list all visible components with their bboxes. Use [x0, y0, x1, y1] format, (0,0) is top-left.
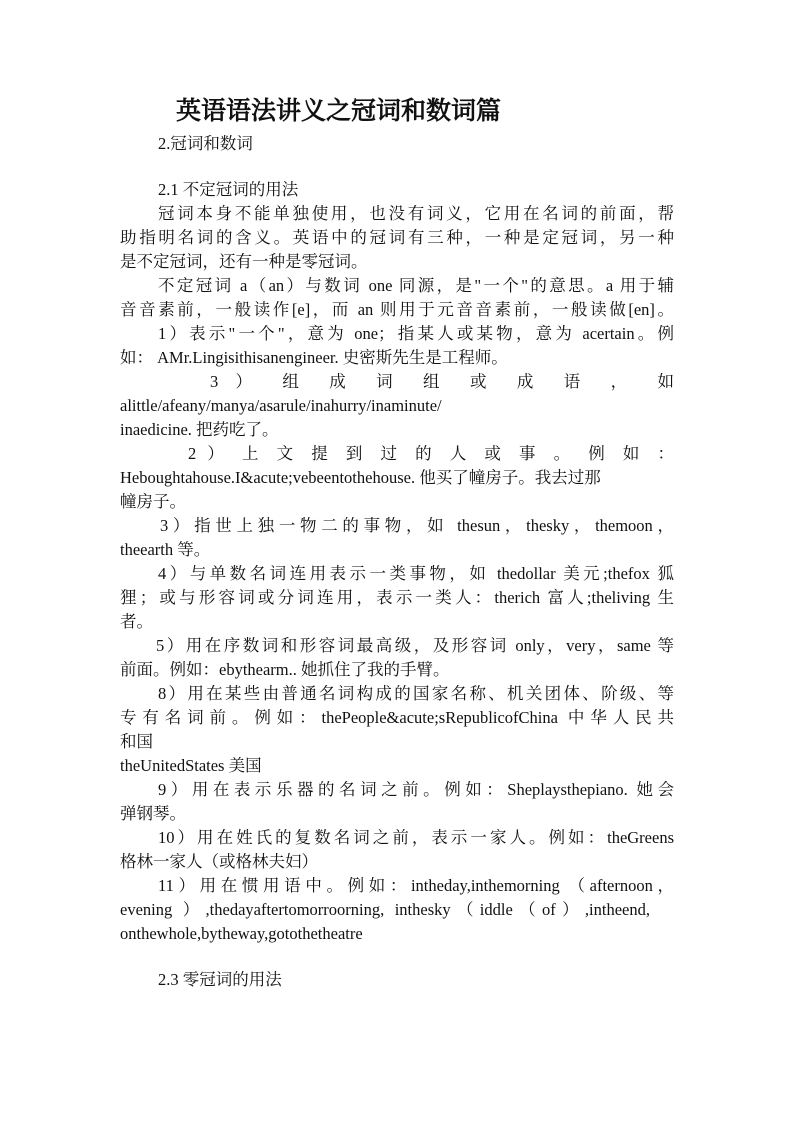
- paragraph-line: 是不定冠词，还有一种是零冠词。: [120, 252, 368, 271]
- list-item-line: 专有名词前。例如：thePeople&acute;sRepublicofChina 中华人民共: [120, 708, 674, 727]
- list-item-line: Heboughtahouse.I&acute;vebeentothehouse. 他买了幢房子。我去过那: [120, 468, 601, 487]
- list-item-line: theUnitedStates 美国: [120, 756, 262, 775]
- list-item-line: 5）用在序数词和形容词最高级，及形容词 only，very，same 等: [156, 636, 674, 655]
- paragraph-line: 助指明名词的含义。英语中的冠词有三种，一种是定冠词，另一种: [120, 228, 674, 247]
- list-item-line: evening ）,thedayaftertomorroorning, inthesky（iddle（of）,intheend,: [120, 900, 650, 919]
- list-item-line: inaedicine. 把药吃了。: [120, 420, 279, 439]
- list-item-line: 如： AMr.Lingisithisanengineer. 史密斯先生是工程师。: [120, 348, 508, 367]
- list-item-line: 10）用在姓氏的复数名词之前，表示一家人。例如：theGreens: [158, 828, 674, 847]
- list-item-line: 幢房子。: [120, 492, 186, 511]
- list-item-line: alittle/afeany/manya/asarule/inahurry/inaminute/: [120, 396, 442, 415]
- list-item-line: 3）指世上独一物二的事物，如 thesun，thesky，themoon，: [160, 516, 674, 535]
- list-item-line: 1）表示"一个"，意为 one；指某人或某物，意为 acertain。例: [158, 324, 674, 343]
- list-item-line: theearth 等。: [120, 540, 211, 559]
- list-item-line: 2 ） 上 文 提 到 过 的 人 或 事 。 例 如 ：: [188, 444, 674, 463]
- list-item-line: 和国: [120, 732, 153, 751]
- list-item-line: 11）用在惯用语中。例如：intheday,inthemorning （afternoon，: [158, 876, 674, 895]
- subsection-heading: 2.3 零冠词的用法: [158, 970, 282, 989]
- list-item-line: 前面。例如：ebythearm.. 她抓住了我的手臂。: [120, 660, 450, 679]
- list-item-line: 弹钢琴。: [120, 804, 186, 823]
- subsection-heading: 2.1 不定冠词的用法: [158, 180, 299, 199]
- paragraph-line: 音音素前，一般读作[e]，而 an 则用于元音音素前，一般读做[en]。: [120, 300, 674, 319]
- list-item-line: 9）用在表示乐器的名词之前。例如：Sheplaysthepiano. 她会: [158, 780, 674, 799]
- list-item-line: 者。: [120, 612, 153, 631]
- list-item-line: 8）用在某些由普通名词构成的国家名称、机关团体、阶级、等: [158, 684, 674, 703]
- list-item-line: 3 ） 组 成 词 组 或 成 语 ， 如: [210, 372, 675, 391]
- list-item-line: onthewhole,bytheway,gotothetheatre: [120, 924, 363, 943]
- document-title: 英语语法讲义之冠词和数词篇: [176, 98, 502, 125]
- list-item-line: 狸；或与形容词或分词连用，表示一类人：therich 富人;theliving 生: [120, 588, 674, 607]
- section-heading: 2.冠词和数词: [158, 134, 253, 153]
- list-item-line: 4）与单数名词连用表示一类事物，如 thedollar 美元;thefox 狐: [158, 564, 674, 583]
- list-item-line: 格林一家人（或格林夫妇）: [120, 852, 318, 871]
- paragraph-line: 冠词本身不能单独使用，也没有词义，它用在名词的前面，帮: [158, 204, 674, 223]
- paragraph-line: 不定冠词 a（an）与数词 one 同源，是"一个"的意思。a 用于辅: [158, 276, 674, 295]
